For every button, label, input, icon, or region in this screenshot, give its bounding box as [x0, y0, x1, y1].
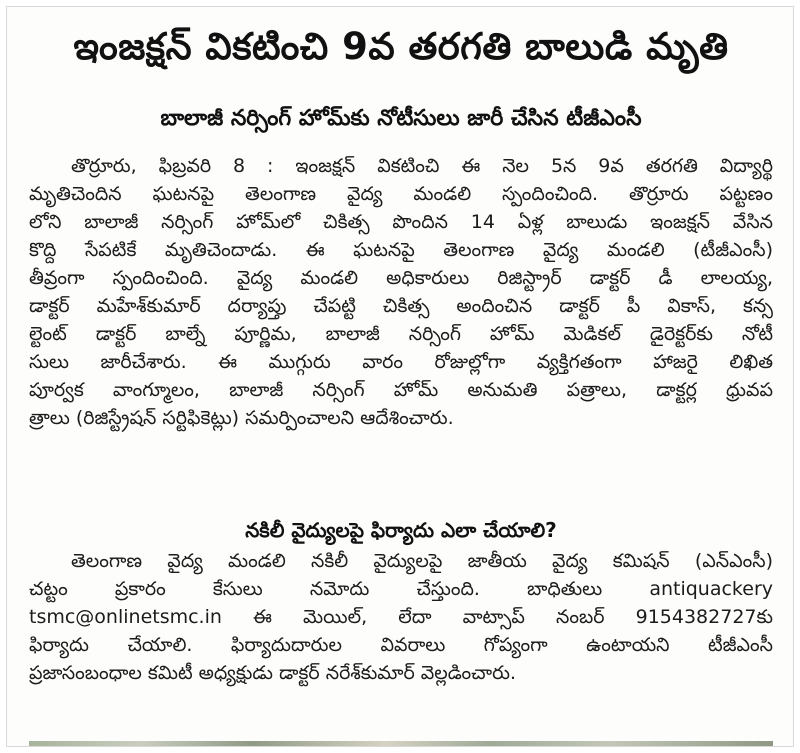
- section-heading: నకిలీ వైద్యులపై ఫిర్యాదు ఎలా చేయాలి?: [245, 518, 557, 542]
- section-line: tsmc@onlinetsmc.in ఈ మెయిల్, లేదా వాట్సాప్ నంబర్ 9154382727కు: [29, 606, 773, 628]
- body-line: ల్టెంట్ డాక్టర్ బాల్నే పూర్ణిమ, బాలాజీ నర్సింగ్ హోమ్ మెడికల్ డైరెక్టర్‌కు నోటీ: [29, 323, 773, 345]
- photo-edge: [29, 741, 773, 747]
- article-body: [29, 152, 773, 432]
- section-line: చట్టం ప్రకారం కేసులు నమోదు చేస్తుంది. బాధితులు antiquackery: [29, 578, 773, 600]
- body-line: తీవ్రంగా స్పందించింది. వైద్య మండలి అధికారులు రిజిస్ట్రార్ డాక్టర్ డీ లాలయ్య,: [29, 267, 773, 289]
- section-body: [29, 547, 773, 687]
- body-line: మృతిచెందిన ఘటనపై తెలంగాణ వైద్య మండలి స్పందించింది. తొర్రూరు పట్టణం: [29, 183, 773, 205]
- body-line: కొద్ది సేపటికే మృతిచెందాడు. ఈ ఘటనపై తెలంగాణ వైద్య మండలి (టీజీఎంసీ): [29, 239, 773, 261]
- section-line: ప్రజాసంబంధాల కమిటీ అధ్యక్షుడు డాక్టర్ నరేశ్‌కుమార్ వెల్లడించారు.: [29, 662, 517, 684]
- body-line: లోని బాలాజీ నర్సింగ్ హోమ్‌లో చికిత్స పొందిన 14 ఏళ్ల బాలుడు ఇంజక్షన్ వేసిన: [29, 211, 773, 233]
- body-line: సులు జారీచేశారు. ఈ ముగ్గురు వారం రోజుల్లోగా వ్యక్తిగతంగా హాజరై లిఖిత: [29, 351, 773, 373]
- body-line: డాక్టర్ మహేశ్‌కుమార్ దర్యాప్తు చేపట్టి చికిత్స అందించిన డాక్టర్ పీ వికాస్, కన్స: [29, 295, 773, 317]
- body-line: త్రాలు (రిజిస్ట్రేషన్ సర్టిఫికెట్లు) సమర్పించాలని ఆదేశించారు.: [29, 407, 454, 429]
- section-line: తెలంగాణ వైద్య మండలి నకిలీ వైద్యులపై జాతీయ వైద్య కమిషన్ (ఎన్ఎంసీ): [71, 550, 773, 572]
- newspaper-clipping: [6, 6, 794, 747]
- section-line: ఫిర్యాదు చేయాలి. ఫిర్యాదుదారుల వివరాలు గోప్యంగా ఉంటాయని టీజీఎంసీ: [29, 634, 773, 656]
- body-line: తొర్రూరు, ఫిబ్రవరి 8 : ఇంజక్షన్ వికటించి ఈ నెల 5న 9వ తరగతి విద్యార్థి: [71, 155, 773, 177]
- headline: ఇంజక్షన్ వికటించి 9వ తరగతి బాలుడి మృతి: [73, 25, 729, 68]
- subheadline: బాలాజీ నర్సింగ్ హోమ్‌కు నోటీసులు జారీ చేసిన టీజీఎంసీ: [160, 106, 642, 131]
- body-line: పూర్వక వాంగ్మూలం, బాలాజీ నర్సింగ్ హోమ్ అనుమతి పత్రాలు, డాక్టర్ల ధ్రువప: [29, 379, 773, 401]
